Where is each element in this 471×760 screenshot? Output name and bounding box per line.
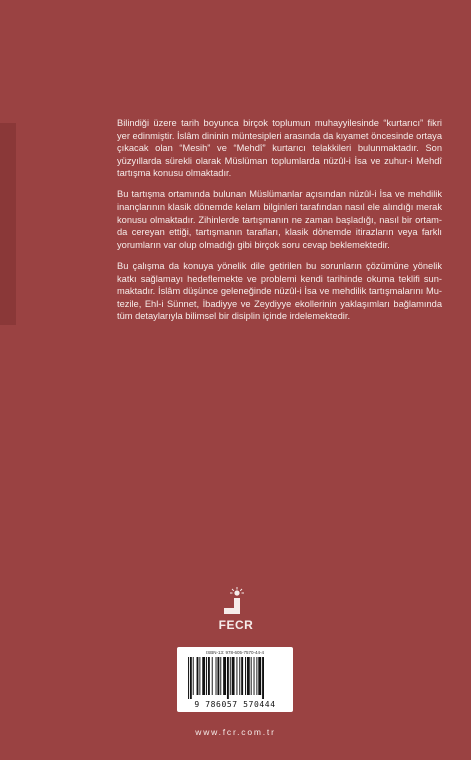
barcode-bar <box>220 657 221 695</box>
barcode-bar <box>217 657 219 695</box>
barcode-bar <box>258 657 261 695</box>
blurb-paragraph-2: Bu tartışma ortamında bulunan Müslümanlar açısından nüzûl-i İsa ve mehdilik inançlarının klasik dönemde kelam bilginleri tarafından nasıl ele alındığı merak konusu olmaktadır. Zihinlerde tartışmanın ne zaman başladığı, nasıl bir ortamda cereyan ettiği, tartışmanın tarafları, klasik dönemde itirazların veya farklı yorumların var olup olmadığı gibi birçok soru cevap beklemektedir. <box>117 189 442 250</box>
barcode-bars <box>187 657 285 699</box>
barcode-bar <box>262 657 264 699</box>
barcode-bar <box>193 657 194 695</box>
blurb-paragraph-1: Bilindiği üzere tarih boyunca birçok toplumun muhayyilesinde “kurtarıcı” fikri yer edinmiştir. İslâm dininin müntesipleri arasında da kıyamet öncesinde ortaya çıkacak olan “Mesih” ve “Mehdî” kurtarıcı telakkileri bulunmaktadır. Son yüzyıllarda sürekli olarak Müslüman toplumlarda nüzûl-i İsa ve zuhur-i Mehdî tartışma konusu olmaktadır. <box>117 118 442 179</box>
barcode <box>177 647 293 712</box>
barcode-bar <box>251 657 252 695</box>
blurb-paragraph-3: Bu çalışma da konuya yönelik dile getirilen bu sorunların çözümüne yönelik katkı sağlamayı hedeflemekte ve problemi kendi tarihinde okuma teklifi sunmaktadır. İslâm düşünce geleneğinde nüzûl-i İsa ve mehdilik tartışmalarını Mutezile, Ehl-i Sünnet, İbadiyye ve Zeydiyye ekollerinin yaklaşımları bağlamında tüm detaylarıyla bilimsel bir disiplin içinde irdelemektedir. <box>117 260 442 322</box>
side-band <box>0 123 16 325</box>
website-url: www.fcr.com.tr <box>195 727 276 737</box>
barcode-bar <box>206 657 207 695</box>
barcode-bar <box>216 657 217 695</box>
barcode-bar <box>236 657 237 695</box>
barcode-bar <box>188 657 189 699</box>
barcode-bar <box>256 657 257 695</box>
publisher-name: FECR <box>218 618 254 632</box>
barcode-bar <box>254 657 255 695</box>
barcode-bar <box>241 657 243 695</box>
barcode-bar <box>232 657 235 695</box>
barcode-bar <box>208 657 210 695</box>
barcode-bar <box>223 657 226 695</box>
barcode-bar <box>227 657 229 699</box>
barcode-bar <box>212 657 213 695</box>
barcode-bar <box>239 657 240 695</box>
publisher-logo <box>213 586 259 644</box>
barcode-bar <box>202 657 205 695</box>
barcode-bar <box>197 657 199 695</box>
barcode-bar <box>247 657 250 695</box>
barcode-bar <box>245 657 246 695</box>
barcode-bar <box>230 657 231 695</box>
isbn-digits: 9 786057 570444 <box>194 700 276 709</box>
fecr-logo-icon <box>220 586 252 616</box>
isbn-label: ISBN-13: 978-605-7570-44-4 <box>205 650 265 655</box>
barcode-bar <box>190 657 192 699</box>
blurb-text <box>117 117 442 331</box>
barcode-bar <box>199 657 200 695</box>
